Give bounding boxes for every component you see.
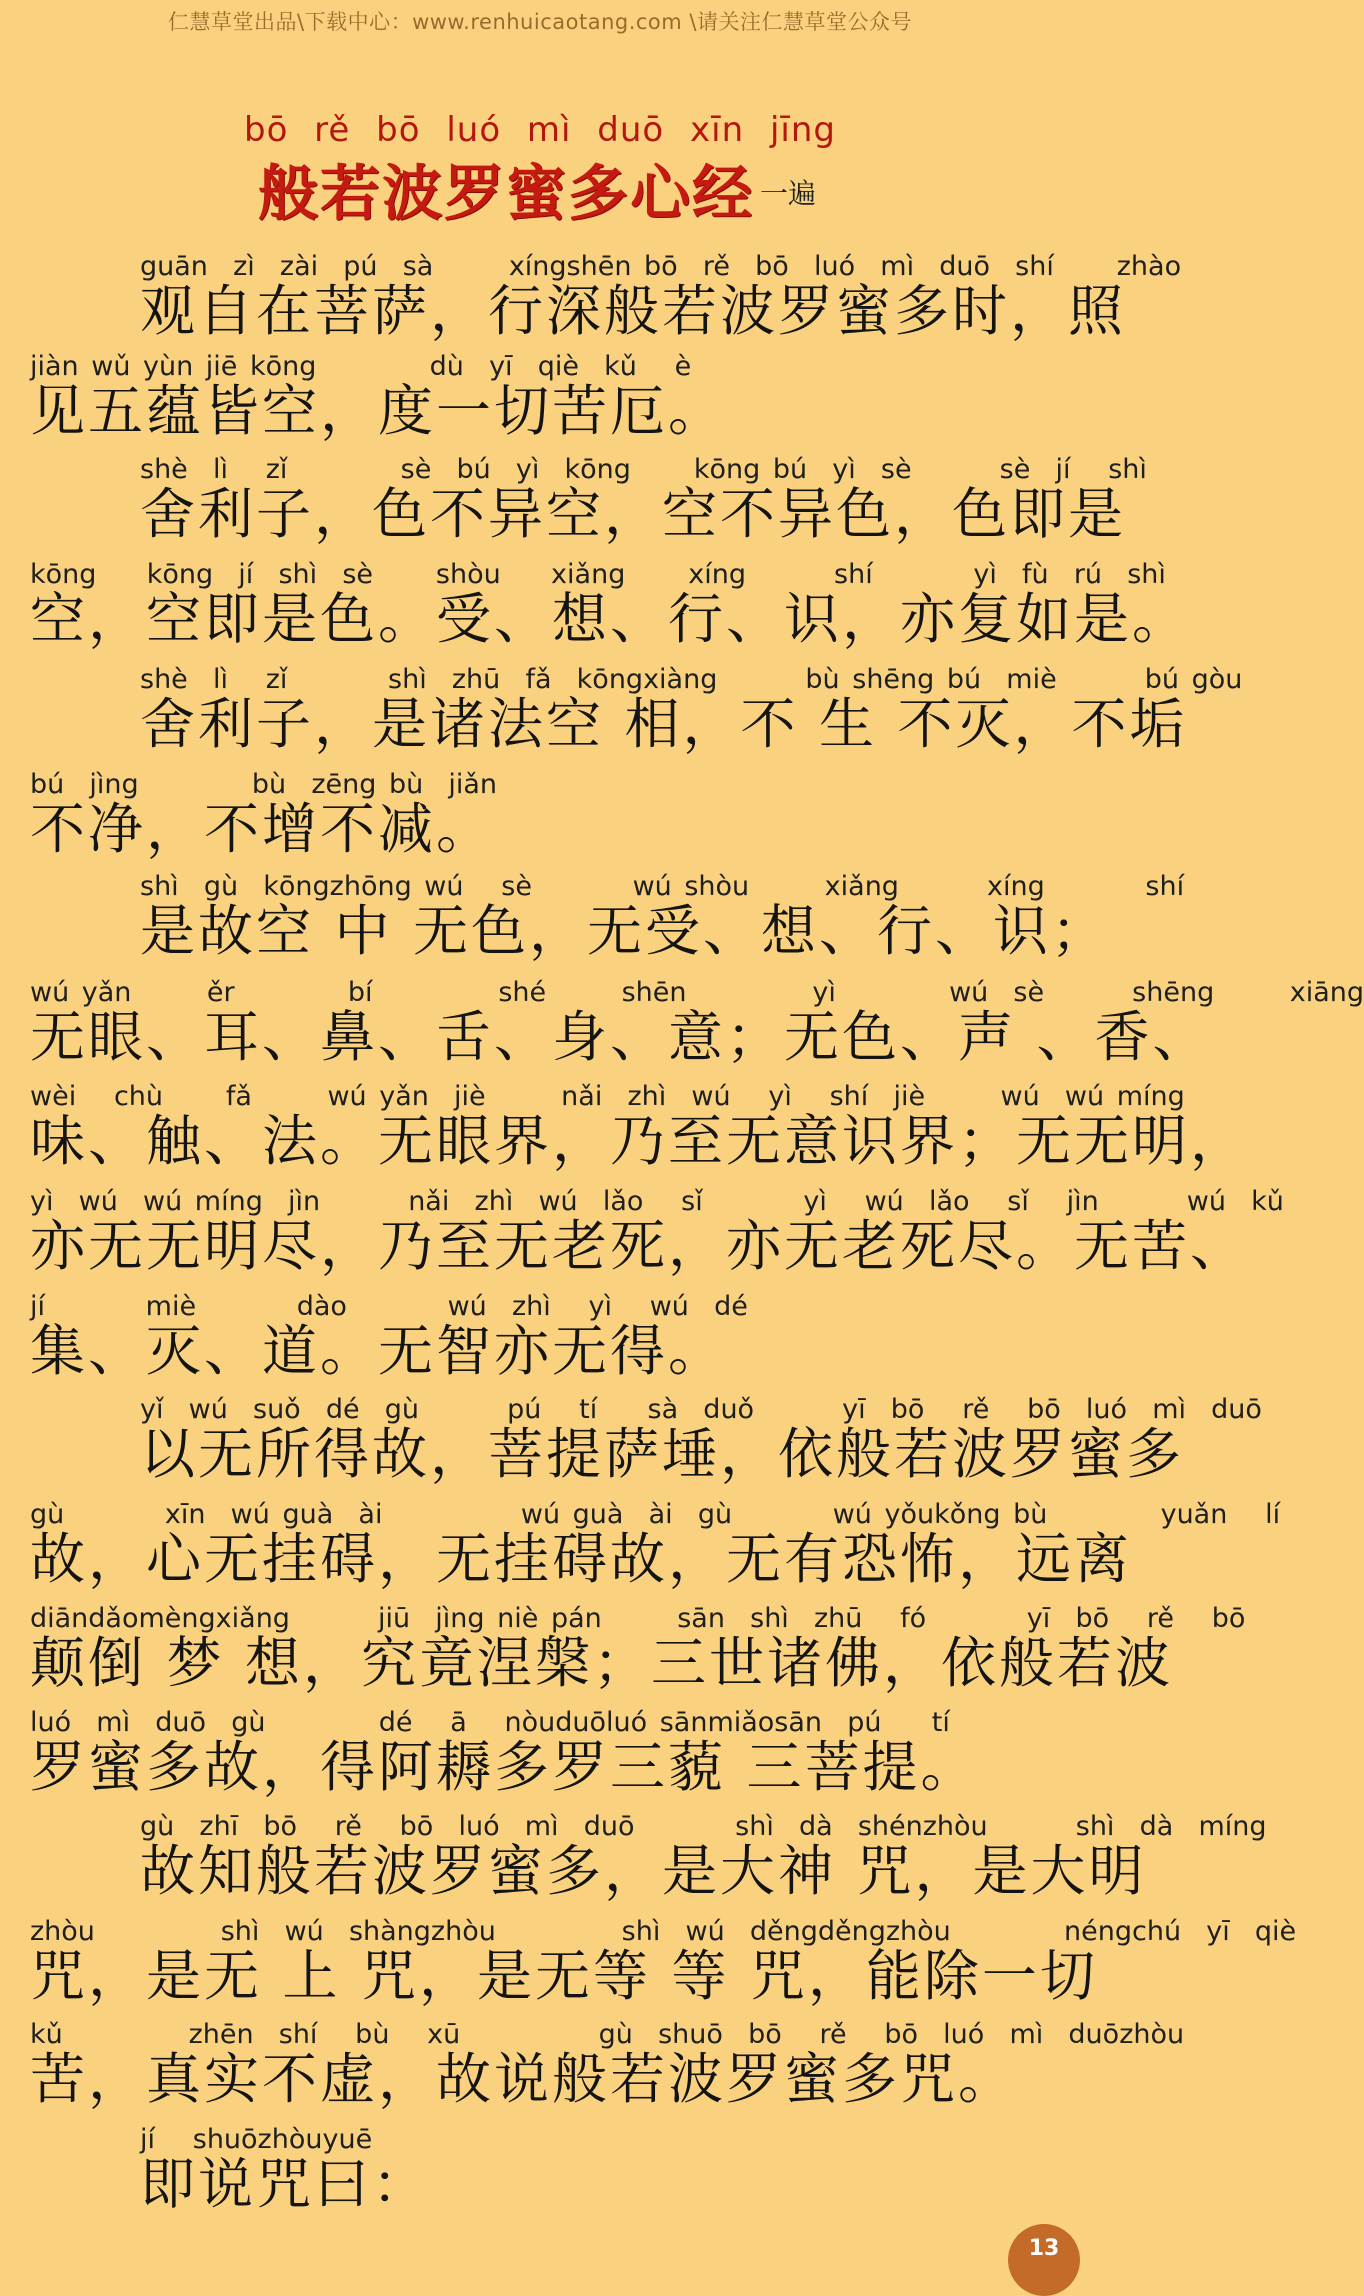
chinese-line: 味、触、法。无眼界，乃至无意识界；无无明，: [30, 1109, 1249, 1173]
chinese-line: 故知般若波罗蜜多，是大神 咒，是大明: [140, 1839, 1147, 1903]
chinese-line: 是故空 中 无色，无受、想、行、识；: [140, 899, 1109, 963]
chinese-line: 集、灭、道。无智亦无得。: [30, 1319, 727, 1383]
chinese-line: 无眼、耳、鼻、舌、身、意；无色、声 、香、: [30, 1005, 1211, 1069]
pinyin-line: gù xīn wú guà ài wú guà ài gù wú yǒukǒng bù yuǎn lí: [30, 1499, 1281, 1530]
chinese-line: 苦，真实不虚，故说般若波罗蜜多咒。: [30, 2047, 1017, 2111]
pinyin-line: kōng kōng jí shì sè shòu xiǎng xíng shí yì fù rú shì: [30, 559, 1166, 590]
chinese-line: 空，空即是色。受、想、行、识，亦复如是。: [30, 587, 1191, 651]
chinese-line: 舍利子，是诸法空 相，不 生 不灭，不垢: [140, 692, 1188, 756]
pinyin-line: bú jìng bù zēng bù jiǎn: [30, 769, 498, 800]
chinese-line: 不净，不增不减。: [30, 797, 495, 861]
chinese-line: 以无所得故，菩提萨埵，依般若波罗蜜多: [140, 1422, 1185, 1486]
site-header: 仁慧草堂出品\下载中心：www.renhuicaotang.com \请关注仁慧草堂公众号: [168, 10, 912, 34]
pinyin-line: gù zhī bō rě bō luó mì duō shì dà shénzhòu shì dà míng: [140, 1811, 1267, 1842]
chinese-line: 罗蜜多故，得阿耨多罗三藐 三菩提。: [30, 1735, 979, 1799]
pinyin-line: yǐ wú suǒ dé gù pú tí sà duǒ yī bō rě bō luó mì duō: [140, 1394, 1262, 1425]
pinyin-line: shì gù kōngzhōng wú sè wú shòu xiǎng xíng shí: [140, 871, 1185, 902]
sutra-title: 般若波罗蜜多心经: [258, 159, 754, 229]
chinese-line: 观自在菩萨，行深般若波罗蜜多时，照: [140, 279, 1127, 343]
pinyin-line: wèi chù fǎ wú yǎn jiè nǎi zhì wú yì shí jiè wú wú míng: [30, 1081, 1185, 1112]
pinyin-line: luó mì duō gù dé ā nòuduōluó sānmiǎosān pú tí: [30, 1707, 950, 1738]
pinyin-line: zhòu shì wú shàngzhòu shì wú děngděngzhòu néngchú yī qiè: [30, 1916, 1297, 1947]
title-suffix: 一遍: [760, 177, 817, 210]
pinyin-line: yì wú wú míng jìn nǎi zhì wú lǎo sǐ yì wú lǎo sǐ jìn wú kǔ: [30, 1186, 1284, 1217]
chinese-line: 故，心无挂碍，无挂碍故，无有恐怖，远离: [30, 1527, 1133, 1591]
chinese-line: 亦无无明尽，乃至无老死，亦无老死尽。无苦、: [30, 1214, 1249, 1278]
title-pinyin: bō rě bō luó mì duō xīn jīng: [243, 110, 836, 150]
pinyin-line: shè lì zǐ shì zhū fǎ kōngxiàng bù shēng bú miè bú gòu: [140, 664, 1243, 695]
chinese-line: 见五蕴皆空，度一切苦厄。: [30, 379, 727, 443]
pinyin-line: diāndǎomèngxiǎng jiū jìng niè pán sān shì zhū fó yī bō rě bō: [30, 1603, 1246, 1634]
pinyin-line: shè lì zǐ sè bú yì kōng kōng bú yì sè sè jí shì: [140, 454, 1147, 485]
pinyin-line: jí miè dào wú zhì yì wú dé: [30, 1291, 748, 1322]
pinyin-line: kǔ zhēn shí bù xū gù shuō bō rě bō luó mì duōzhòu: [30, 2019, 1185, 2050]
pinyin-line: jí shuōzhòuyuē: [140, 2124, 373, 2155]
pinyin-line: guān zì zài pú sà xíngshēn bō rě bō luó mì duō shí zhào: [140, 251, 1182, 282]
chinese-line: 即说咒曰：: [140, 2152, 431, 2216]
pinyin-line: wú yǎn ěr bí shé shēn yì wú sè shēng xiāng: [30, 977, 1364, 1008]
pinyin-line: jiàn wǔ yùn jiē kōng dù yī qiè kǔ è: [30, 351, 692, 382]
page-number: 13: [1008, 2224, 1080, 2296]
chinese-line: 咒，是无 上 咒，是无等 等 咒，能除一切: [30, 1944, 1098, 2008]
chinese-line: 颠倒 梦 想，究竟涅槃；三世诸佛，依般若波: [30, 1631, 1173, 1695]
chinese-line: 舍利子，色不异空，空不异色，色即是: [140, 482, 1127, 546]
